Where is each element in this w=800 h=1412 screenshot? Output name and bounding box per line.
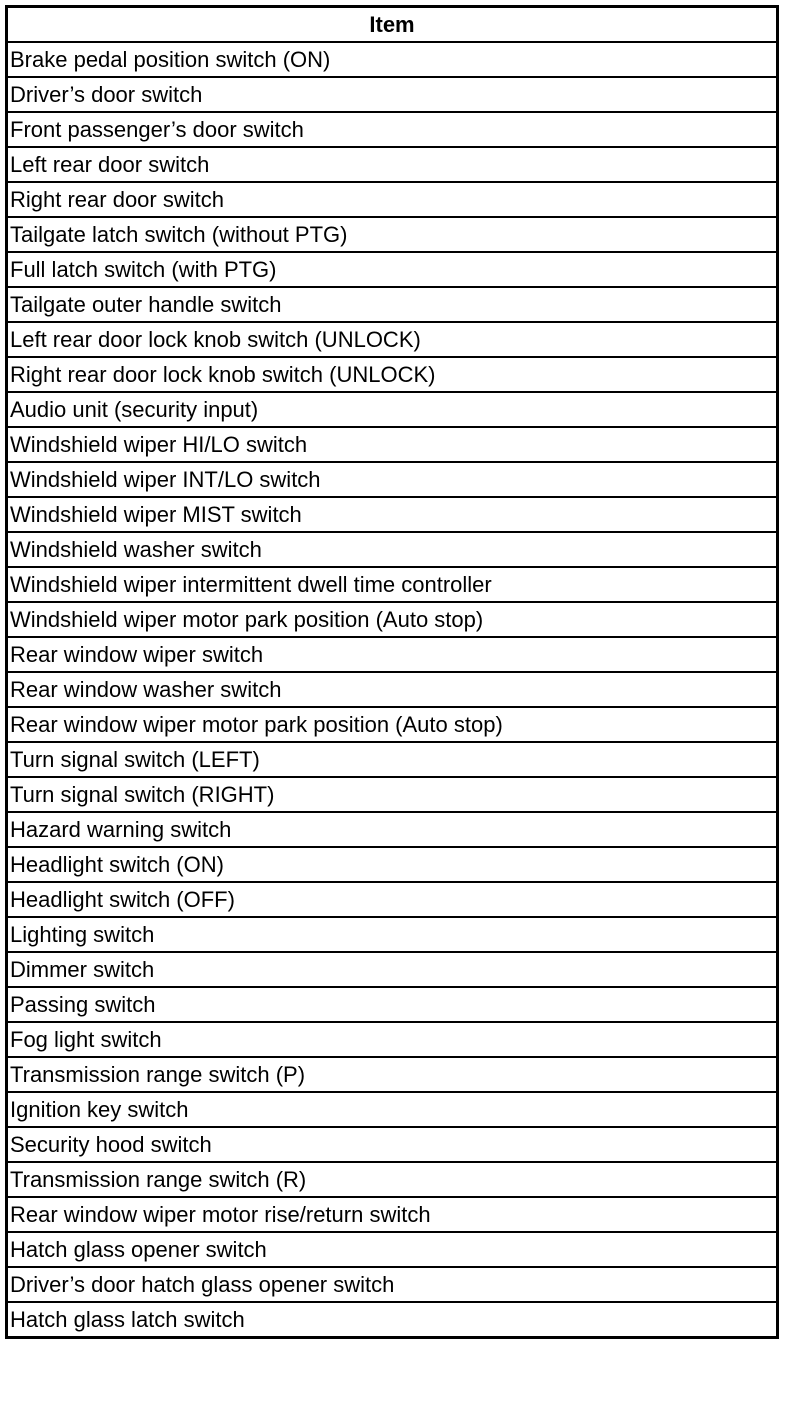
table-row [7,252,778,287]
table-row [7,707,778,742]
table-row [7,847,778,882]
table-row [7,392,778,427]
table-cell-item: Windshield wiper HI/LO switch [7,427,778,462]
table-cell-item: Dimmer switch [7,952,778,987]
table-row [7,42,778,77]
table-cell-item: Windshield wiper intermittent dwell time controller [7,567,778,602]
table-row [7,777,778,812]
table-cell-item: Left rear door switch [7,147,778,182]
table-cell-item: Transmission range switch (P) [7,1057,778,1092]
table-row [7,357,778,392]
table-row [7,1057,778,1092]
table-cell-item: Tailgate latch switch (without PTG) [7,217,778,252]
table-cell-item: Fog light switch [7,1022,778,1057]
table-cell-item: Rear window wiper motor rise/return switch [7,1197,778,1232]
table-body [7,42,778,1338]
table-row [7,917,778,952]
table-row [7,987,778,1022]
table-cell-item: Rear window wiper switch [7,637,778,672]
column-header-item: Item [7,7,778,43]
table-cell-item: Turn signal switch (LEFT) [7,742,778,777]
table-cell-item: Windshield wiper INT/LO switch [7,462,778,497]
table-cell-item: Left rear door lock knob switch (UNLOCK) [7,322,778,357]
table-row [7,532,778,567]
table-row [7,77,778,112]
table-cell-item: Windshield wiper MIST switch [7,497,778,532]
table-cell-item: Rear window washer switch [7,672,778,707]
table-cell-item: Driver’s door switch [7,77,778,112]
table-row [7,1197,778,1232]
table-cell-item: Ignition key switch [7,1092,778,1127]
table-row [7,217,778,252]
table-row [7,1302,778,1338]
table-cell-item: Full latch switch (with PTG) [7,252,778,287]
table-row [7,287,778,322]
table-row [7,462,778,497]
table-row [7,567,778,602]
table-row [7,497,778,532]
table-cell-item: Windshield wiper motor park position (Auto stop) [7,602,778,637]
table-cell-item: Passing switch [7,987,778,1022]
table-row [7,112,778,147]
table-cell-item: Right rear door lock knob switch (UNLOCK) [7,357,778,392]
table-cell-item: Front passenger’s door switch [7,112,778,147]
item-table [5,5,779,1339]
table-row [7,147,778,182]
table-row [7,427,778,462]
table-cell-item: Headlight switch (OFF) [7,882,778,917]
table-row [7,637,778,672]
table-cell-item: Audio unit (security input) [7,392,778,427]
table-cell-item: Security hood switch [7,1127,778,1162]
table-cell-item: Transmission range switch (R) [7,1162,778,1197]
table-cell-item: Turn signal switch (RIGHT) [7,777,778,812]
table-row [7,672,778,707]
table-row [7,812,778,847]
table-cell-item: Windshield washer switch [7,532,778,567]
table-cell-item: Lighting switch [7,917,778,952]
table-row [7,182,778,217]
table-cell-item: Brake pedal position switch (ON) [7,42,778,77]
table-row [7,882,778,917]
table-row [7,602,778,637]
table-row [7,1127,778,1162]
table-row [7,742,778,777]
table-row [7,1092,778,1127]
table-row [7,322,778,357]
table-cell-item: Hatch glass latch switch [7,1302,778,1338]
table-row [7,1232,778,1267]
table-row [7,1162,778,1197]
table-cell-item: Tailgate outer handle switch [7,287,778,322]
table-row [7,952,778,987]
table-cell-item: Hatch glass opener switch [7,1232,778,1267]
table-cell-item: Rear window wiper motor park position (Auto stop) [7,707,778,742]
table-cell-item: Hazard warning switch [7,812,778,847]
table-row [7,1267,778,1302]
table-cell-item: Driver’s door hatch glass opener switch [7,1267,778,1302]
table-header-row [7,7,778,43]
table-cell-item: Headlight switch (ON) [7,847,778,882]
table-row [7,1022,778,1057]
table-cell-item: Right rear door switch [7,182,778,217]
